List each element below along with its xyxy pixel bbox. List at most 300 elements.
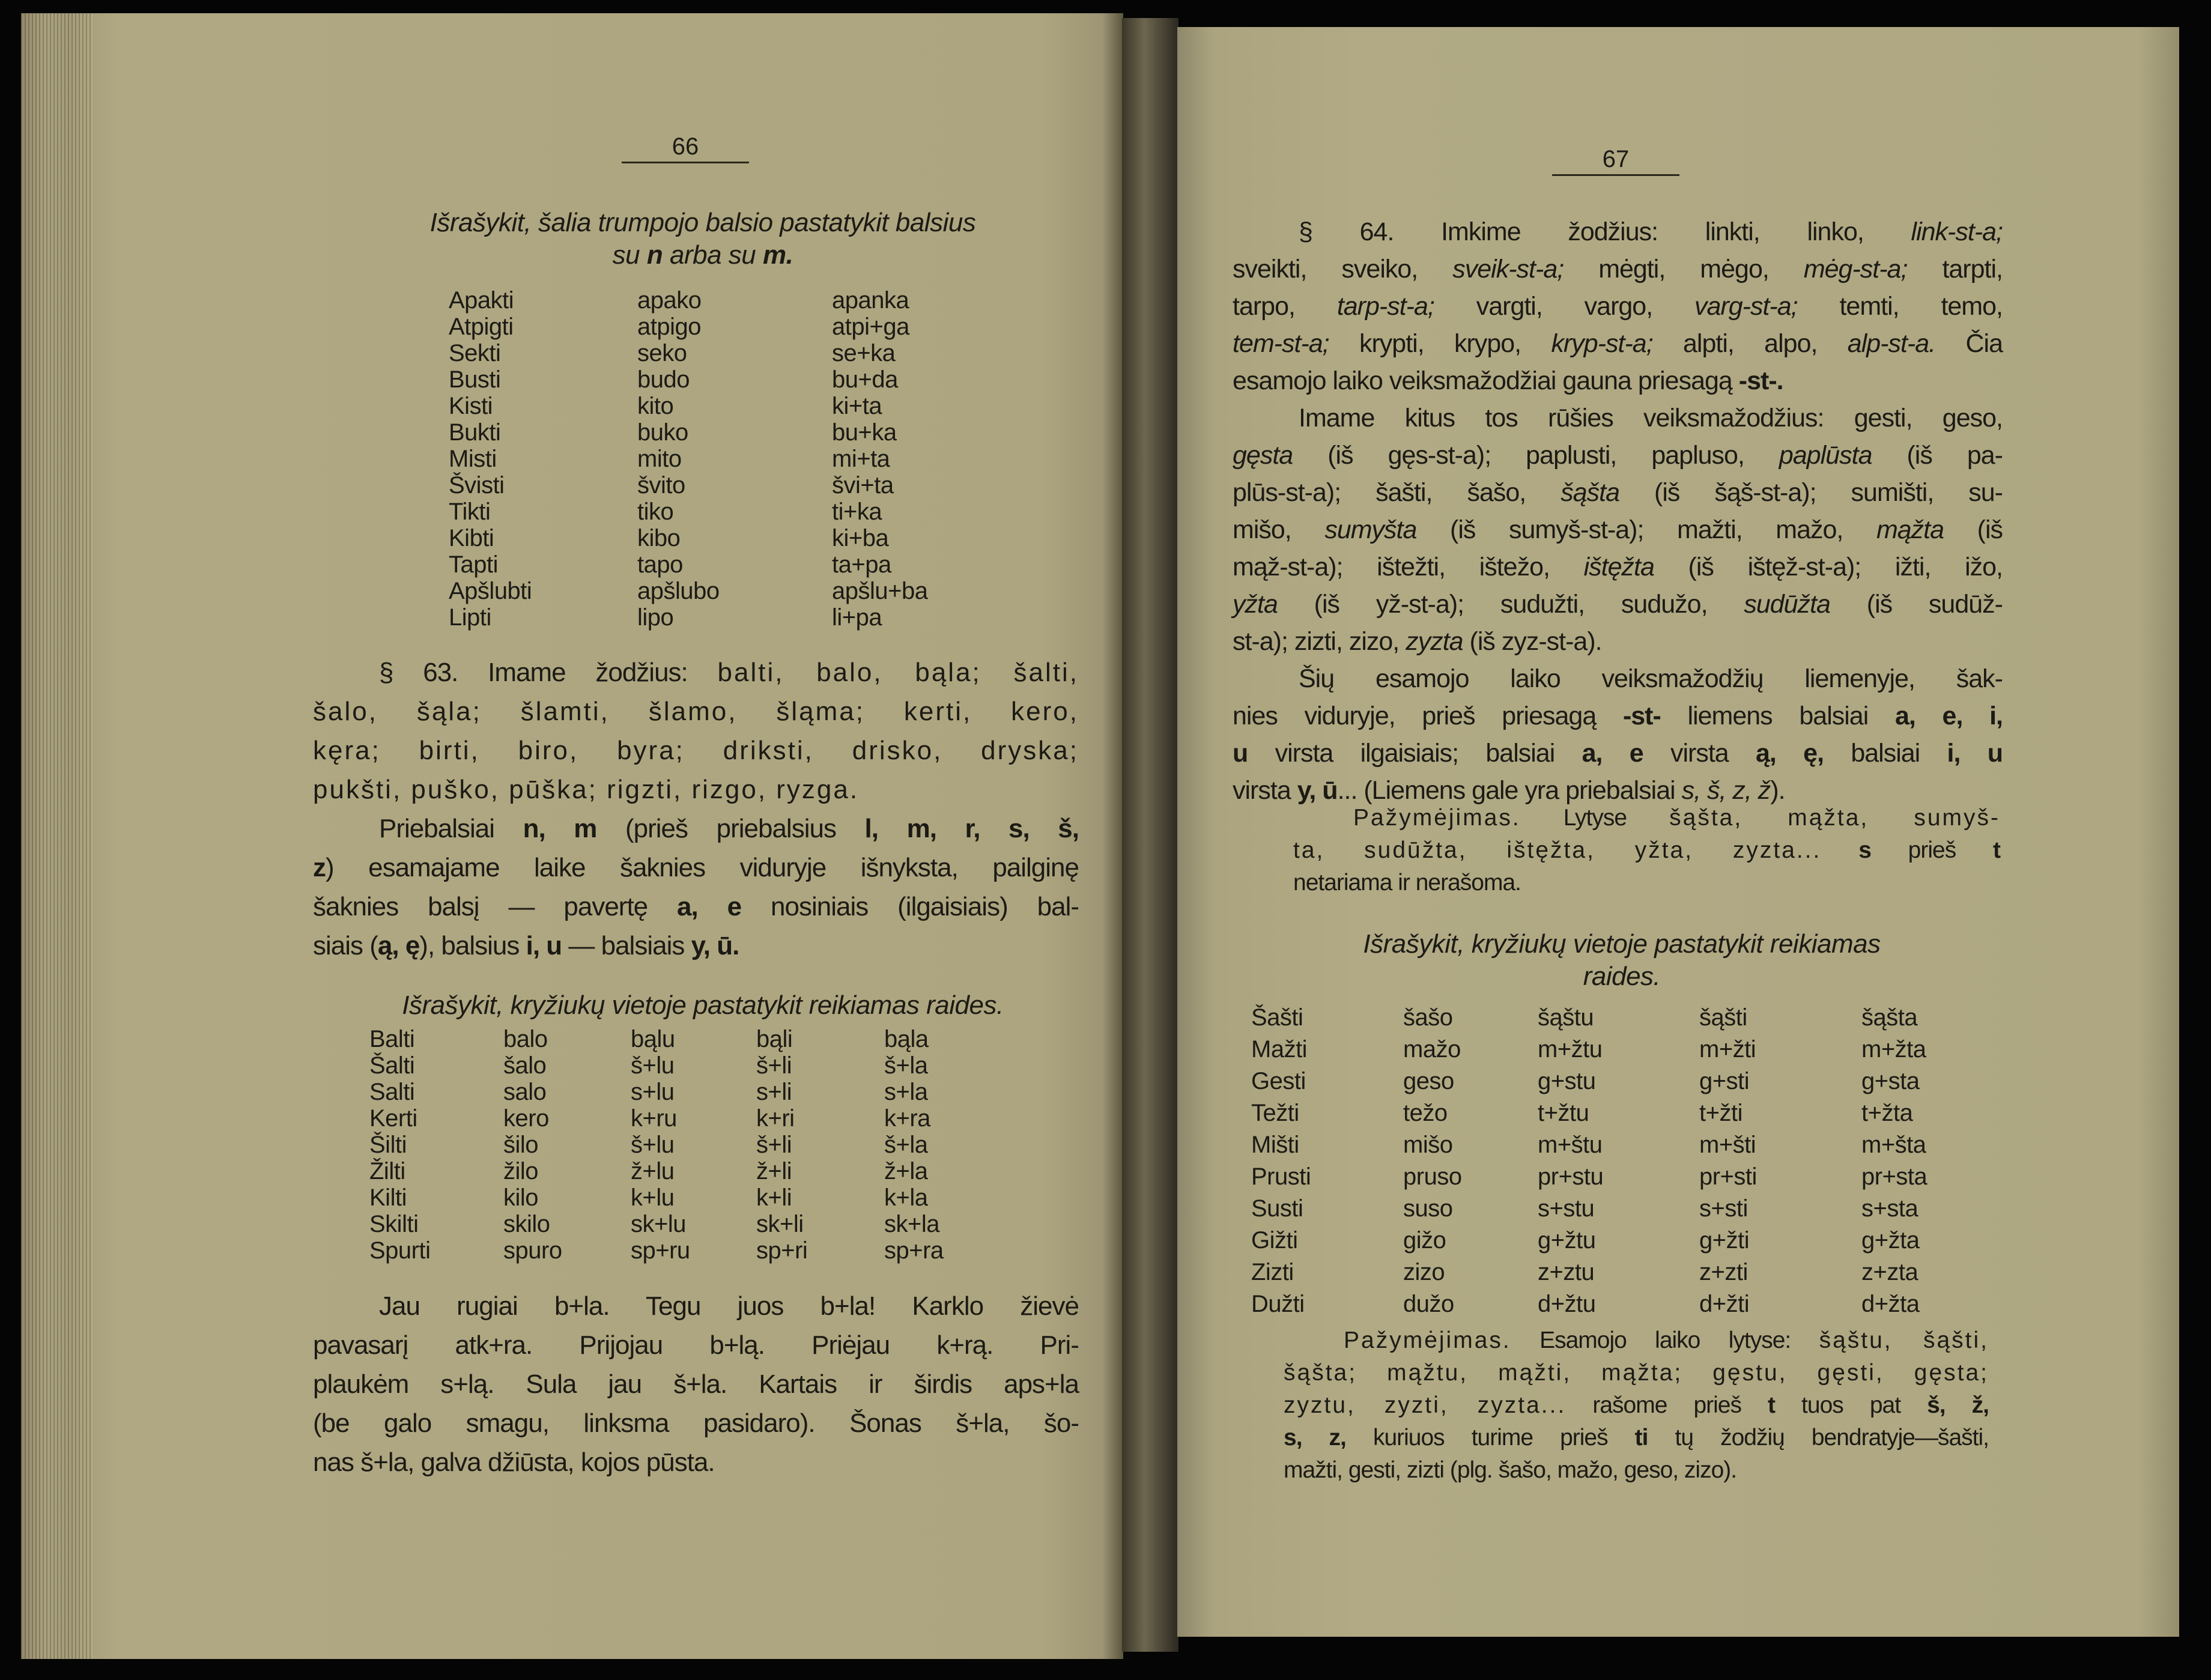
rule-paragraph	[313, 809, 1079, 965]
text-line	[1233, 437, 2003, 474]
text: nosiniais (ilgaisiais) bal-	[741, 892, 1079, 921]
table-cell: pr+sti	[1699, 1163, 1757, 1190]
table-cell: šalo	[503, 1052, 547, 1079]
text: (iš sumyš-st-a); mažti, mažo,	[1416, 515, 1876, 544]
italic-text: kryp-st-a;	[1551, 329, 1653, 358]
text-line	[1233, 399, 2003, 437]
italic-text: link-st-a;	[1911, 217, 2003, 246]
table-cell-infinitive: Težti	[1251, 1100, 1299, 1126]
bold-text: ti	[1634, 1425, 1648, 1451]
table-cell: sk+lu	[631, 1211, 686, 1237]
table-cell: švi+ta	[832, 472, 894, 499]
bold-text: s	[1858, 837, 1871, 863]
table-cell-infinitive: Salti	[369, 1079, 415, 1105]
italic-text: sudūžta	[1744, 590, 1830, 619]
table-cell: sp+ra	[884, 1237, 944, 1264]
table-cell: m+žtu	[1538, 1036, 1603, 1063]
table-cell: z+ztu	[1538, 1259, 1595, 1285]
table-cell: žilo	[503, 1158, 539, 1184]
table-cell: suso	[1403, 1195, 1453, 1222]
text: (iš gęs-st-a); paplusti, papluso,	[1293, 441, 1779, 470]
text: rašome prieš	[1566, 1392, 1768, 1418]
table-cell: š+la	[884, 1132, 928, 1158]
text: (prieš priebalsius	[596, 814, 865, 843]
table-cell: kibo	[637, 525, 681, 551]
bold-text: i, u	[526, 931, 562, 960]
text: Lytyse	[1520, 805, 1670, 831]
word-table	[449, 287, 1012, 631]
table-cell: g+žtu	[1538, 1227, 1596, 1254]
table-cell: se+ka	[832, 340, 896, 366]
italic-text: mėg-st-a;	[1803, 255, 1908, 284]
text: siais (	[313, 931, 378, 960]
table-cell: šašo	[1403, 1004, 1453, 1031]
table-cell: s+li	[756, 1079, 792, 1105]
text: nies viduryje, prieš priesagą	[1233, 702, 1623, 730]
text: mąž-st-a); ištežti, ištežo,	[1233, 553, 1584, 581]
italic-text: Išrašykit, kryžiukų vietoje pastatykit reikiamas raides.	[402, 990, 1004, 1020]
table-cell: atpigo	[637, 314, 701, 340]
table-cell: tiko	[637, 499, 674, 525]
table-cell-infinitive: Spurti	[369, 1237, 431, 1264]
text: mėgti, mėgo,	[1563, 255, 1804, 284]
text	[1821, 837, 1858, 863]
text: Imame kitus tos rūšies veiksmažodžius: gesti, geso,	[1299, 404, 2003, 432]
italic-text: Išrašykit, kryžiukų vietoje pastatykit reikiamas	[1363, 929, 1881, 959]
table-cell: kito	[637, 393, 674, 419]
table-cell: pruso	[1403, 1163, 1462, 1190]
table-cell: ti+ka	[832, 499, 882, 525]
bold-text: m.	[762, 240, 793, 270]
text-line	[1233, 474, 2003, 511]
text: (be galo smagu, linksma pasidaro). Šonas š+la, šo-	[313, 1409, 1079, 1438]
page-number: 67	[1552, 146, 1679, 176]
table-cell: ki+ba	[832, 525, 889, 551]
bold-text: y, ū	[1297, 776, 1338, 805]
text-line	[313, 770, 1079, 809]
italic-text: zyzta	[1406, 627, 1463, 656]
text: (iš šąš-st-a); sumišti, su-	[1619, 478, 2003, 507]
table-cell: sk+la	[884, 1211, 939, 1237]
section-64-paragraph	[1233, 213, 2003, 399]
table-cell: s+stu	[1538, 1195, 1595, 1222]
table-cell: šąšta	[1861, 1004, 1918, 1031]
bold-text: s, z,	[1284, 1425, 1346, 1451]
table-cell: ž+li	[756, 1158, 792, 1184]
table-cell: g+sti	[1699, 1068, 1750, 1094]
spaced-text: Pažymėjimas.	[1353, 805, 1521, 831]
italic-text: Išrašykit, šalia trumpojo balsio pastatykit balsius	[429, 208, 976, 237]
table-cell-infinitive: Mažti	[1251, 1036, 1308, 1063]
table-cell: t+žta	[1861, 1100, 1913, 1126]
word-table	[369, 1026, 1004, 1264]
text: alpti, alpo,	[1652, 329, 1848, 358]
table-cell: s+sti	[1699, 1195, 1748, 1222]
table-cell-infinitive: Tikti	[449, 499, 491, 525]
table-cell: ž+la	[884, 1158, 928, 1184]
table-cell: bąlu	[631, 1026, 675, 1052]
exercise-instruction	[357, 207, 1048, 271]
paragraph	[1233, 399, 2003, 660]
table-cell-infinitive: Šalti	[369, 1052, 415, 1079]
table-cell: š+li	[756, 1132, 792, 1158]
text: Šių esamojo laiko veiksmažodžių liemenyje, šak-	[1299, 664, 2003, 693]
text-line	[333, 989, 1072, 1022]
table-cell: m+žti	[1699, 1036, 1756, 1063]
table-cell-infinitive: Lipti	[449, 604, 491, 631]
bold-text: t	[1768, 1392, 1776, 1418]
table-cell-infinitive: Balti	[369, 1026, 415, 1052]
table-cell: s+la	[884, 1079, 928, 1105]
table-cell: pr+stu	[1538, 1163, 1604, 1190]
text-line	[313, 1404, 1079, 1443]
table-cell-infinitive: Atpigti	[449, 314, 514, 340]
table-cell: ž+lu	[631, 1158, 675, 1184]
table-cell-infinitive: Gesti	[1251, 1068, 1306, 1094]
table-cell: m+šti	[1699, 1132, 1756, 1158]
text: mišo,	[1233, 515, 1325, 544]
table-cell: m+štu	[1538, 1132, 1603, 1158]
table-cell: k+la	[884, 1184, 928, 1211]
text-line	[1233, 623, 2003, 660]
italic-text: yžta	[1233, 590, 1278, 619]
table-cell: g+žta	[1861, 1227, 1920, 1254]
text-line	[357, 239, 1048, 271]
paragraph	[1233, 660, 2003, 809]
table-cell: apako	[637, 287, 702, 314]
italic-text: mąžta	[1876, 515, 1944, 544]
word-table	[1251, 1002, 1994, 1320]
table-cell: m+žta	[1861, 1036, 1926, 1063]
table-cell: šilo	[503, 1132, 539, 1158]
text-line	[1261, 960, 1982, 993]
text: (iš ištęž-st-a); ižti, ižo,	[1654, 553, 2003, 581]
text-line	[1233, 511, 2003, 548]
table-cell-infinitive: Žilti	[369, 1158, 405, 1184]
table-cell: mišo	[1403, 1132, 1453, 1158]
italic-text: ištęžta	[1583, 553, 1654, 581]
text: tų žodžių bendratyje—šašti,	[1648, 1425, 1989, 1451]
text: ), balsius	[419, 931, 526, 960]
bold-text: š, ž,	[1927, 1392, 1989, 1418]
italic-text: paplūsta	[1779, 441, 1872, 470]
table-cell-infinitive: Tapti	[449, 551, 498, 578]
table-cell: seko	[637, 340, 687, 366]
table-cell-infinitive: Šilti	[369, 1132, 407, 1158]
text-line	[1233, 660, 2003, 697]
text-line	[1233, 735, 2003, 772]
page-number: 66	[622, 133, 749, 163]
text-line	[313, 926, 1079, 965]
table-cell: apšlu+ba	[832, 578, 928, 604]
table-cell: g+sta	[1861, 1068, 1920, 1094]
text: plaukėm s+lą. Sula jau š+la. Kartais ir širdis aps+la	[313, 1369, 1079, 1399]
bold-text: ą, ę	[377, 931, 420, 960]
table-cell-infinitive: Bukti	[449, 419, 501, 446]
table-cell: atpi+ga	[832, 314, 909, 340]
text: liemens balsiai	[1660, 702, 1895, 730]
table-cell: bąli	[756, 1026, 793, 1052]
text-line	[1233, 362, 2003, 399]
text: balsiai	[1824, 739, 1947, 768]
table-cell-infinitive: Šašti	[1251, 1004, 1303, 1031]
exercise-instruction	[1261, 928, 1982, 993]
table-cell: s+lu	[631, 1079, 675, 1105]
text-line	[1284, 1324, 1989, 1357]
note-pazymejimas	[1284, 1324, 1989, 1487]
table-cell-infinitive: Apakti	[449, 287, 514, 314]
italic-text: gęsta	[1233, 441, 1293, 470]
table-cell: z+zta	[1861, 1259, 1918, 1285]
text: (iš zyz-st-a).	[1463, 627, 1602, 656]
table-cell: k+ru	[631, 1105, 677, 1132]
text-line	[1233, 548, 2003, 586]
table-cell: t+žtu	[1538, 1100, 1589, 1126]
italic-text: sveik-st-a;	[1452, 255, 1564, 284]
table-cell: kero	[503, 1105, 549, 1132]
table-cell: bąla	[884, 1026, 929, 1052]
text: mažti, gesti, zizti (plg. šašo, mažo, geso, zizo).	[1284, 1457, 1737, 1483]
text: šaknies balsį — pavertę	[313, 892, 678, 921]
table-cell: mažo	[1403, 1036, 1461, 1063]
table-cell: skilo	[503, 1211, 550, 1237]
table-cell-infinitive: Busti	[449, 366, 501, 393]
text-line	[313, 848, 1079, 887]
bold-text: a, e	[677, 892, 742, 921]
italic-text: tarp-st-a;	[1336, 292, 1434, 321]
right-page	[1177, 27, 2179, 1637]
text-line	[1284, 1389, 1989, 1422]
text: st-a); zizti, zizo,	[1233, 627, 1406, 656]
text: ... (Liemens gale yra priebalsiai	[1337, 776, 1682, 805]
text: virsta	[1643, 739, 1756, 768]
table-cell: balo	[503, 1026, 548, 1052]
table-cell: spuro	[503, 1237, 562, 1264]
text: temti, temo,	[1797, 292, 2003, 321]
text-line	[313, 692, 1079, 731]
bold-text: n, m	[523, 814, 597, 843]
bold-text: a, e	[1582, 739, 1643, 768]
text: (iš yž-st-a); sudužti, sudužo,	[1277, 590, 1744, 619]
table-cell-infinitive: Zizti	[1251, 1259, 1294, 1285]
table-cell: ki+ta	[832, 393, 882, 419]
table-cell-infinitive: Skilti	[369, 1211, 419, 1237]
table-cell: apanka	[832, 287, 909, 314]
table-cell: z+zti	[1699, 1259, 1748, 1285]
page-stack-edge	[21, 13, 93, 1659]
text: netariama ir nerašoma.	[1293, 870, 1521, 896]
text: nas š+la, galva džiūsta, kojos pūsta.	[313, 1448, 715, 1477]
text-line	[313, 887, 1079, 926]
text: esamojo laiko veiksmažodžiai gauna priesagą	[1233, 366, 1739, 395]
table-cell: budo	[637, 366, 690, 393]
text: prieš	[1870, 837, 1993, 863]
text-line	[1233, 325, 2003, 362]
text: vargti, vargo,	[1434, 292, 1695, 321]
table-cell: mito	[637, 446, 682, 472]
table-cell: d+žta	[1861, 1291, 1920, 1317]
text: § 64. Imkime žodžius: linkti, linko,	[1299, 217, 1911, 246]
table-cell: d+žtu	[1538, 1291, 1596, 1317]
table-cell: ta+pa	[832, 551, 891, 578]
spaced-text: ta, sudūžta, ištęžta, yžta, zyzta...	[1293, 837, 1822, 863]
table-cell: salo	[503, 1079, 547, 1105]
table-cell-infinitive: Dužti	[1251, 1291, 1305, 1317]
exercise-sentences	[313, 1287, 1079, 1482]
text: ).	[1770, 776, 1785, 805]
table-cell: kilo	[503, 1184, 539, 1211]
table-cell-infinitive: Švisti	[449, 472, 505, 499]
spaced-text: kęra; birti, biro, byra; driksti, drisko, dryska;	[313, 736, 1079, 765]
table-cell-infinitive: Mišti	[1251, 1132, 1299, 1158]
table-cell: švito	[637, 472, 685, 499]
table-cell: sp+ru	[631, 1237, 690, 1264]
text: § 63. Imame žodžius:	[379, 658, 718, 687]
text: kuriuos turime prieš	[1345, 1425, 1635, 1451]
bold-text: a, e, i,	[1894, 702, 2003, 730]
text: tarpti,	[1907, 255, 2003, 284]
text: krypti, krypo,	[1329, 329, 1551, 358]
table-cell: k+ri	[756, 1105, 795, 1132]
italic-text: tem-st-a;	[1233, 329, 1329, 358]
text: virsta ilgaisiais; balsiai	[1248, 739, 1582, 768]
exercise-instruction	[333, 989, 1072, 1022]
italic-text: šąšta	[1560, 478, 1620, 507]
section-63-paragraph	[313, 653, 1079, 809]
table-cell-infinitive: Susti	[1251, 1195, 1303, 1222]
text-line	[1233, 288, 2003, 325]
table-cell: apšlubo	[637, 578, 720, 604]
text-line	[1233, 250, 2003, 288]
italic-text: arba su	[663, 240, 763, 270]
table-cell: gižo	[1403, 1227, 1446, 1254]
text-line	[1293, 802, 2000, 834]
text: Jau rugiai b+la. Tegu juos b+la! Karklo žievė	[379, 1291, 1079, 1321]
table-cell: šąštu	[1538, 1004, 1594, 1031]
text: Esamojo laiko lytyse:	[1511, 1327, 1819, 1353]
table-cell-infinitive: Gižti	[1251, 1227, 1298, 1254]
table-cell-infinitive: Kisti	[449, 393, 493, 419]
bold-text: u	[1233, 739, 1248, 768]
bold-text: l, m, r, s, š,	[864, 814, 1079, 843]
table-cell-infinitive: Prusti	[1251, 1163, 1311, 1190]
text: Čia	[1935, 329, 2003, 358]
table-cell: pr+sta	[1861, 1163, 1927, 1190]
book-gutter	[1122, 18, 1178, 1652]
text-line	[313, 653, 1079, 692]
spaced-text: balti, balo, bąla; šalti,	[717, 658, 1079, 687]
table-cell: buko	[637, 419, 688, 446]
text-line	[313, 1365, 1079, 1404]
text: Priebalsiai	[379, 814, 523, 843]
table-cell: tapo	[637, 551, 683, 578]
table-cell: k+lu	[631, 1184, 675, 1211]
spaced-text: zyztu, zyzti, zyzta...	[1284, 1392, 1567, 1418]
text-line	[313, 1326, 1079, 1365]
table-cell: mi+ta	[832, 446, 890, 472]
spaced-text: pukšti, puško, pūška; rigzti, rizgo, ryzga.	[313, 775, 860, 804]
text: (iš	[1944, 515, 2003, 544]
spaced-text: šalo, šąla; šlamti, šlamo, šląma; kerti, kero,	[313, 697, 1079, 726]
table-cell: zizo	[1403, 1259, 1445, 1285]
table-cell: sk+li	[756, 1211, 804, 1237]
text-line	[1284, 1454, 1989, 1487]
table-cell-infinitive: Kilti	[369, 1184, 407, 1211]
text-line	[1284, 1357, 1989, 1389]
table-cell: š+lu	[631, 1052, 675, 1079]
bold-text: z	[313, 853, 326, 882]
bold-text: t	[1993, 837, 2000, 863]
left-page	[21, 13, 1123, 1659]
text-line	[1233, 586, 2003, 623]
text-line	[1233, 697, 2003, 735]
bold-text: n	[646, 240, 663, 270]
italic-text: raides.	[1583, 962, 1661, 991]
text: plūs-st-a); šašti, šašo,	[1233, 478, 1561, 507]
table-cell: težo	[1403, 1100, 1448, 1126]
bold-text: -st-	[1622, 702, 1661, 730]
spaced-text: Pažymėjimas.	[1344, 1327, 1511, 1353]
spaced-text: šąšta; mąžtu, mąžti, mąžta; gęstu, gęsti, gęsta;	[1284, 1360, 1989, 1386]
table-cell: m+šta	[1861, 1132, 1926, 1158]
text: tarpo,	[1233, 292, 1337, 321]
spaced-text: šąšta, mąžta, sumyš-	[1669, 805, 2000, 831]
text: (iš pa-	[1872, 441, 2003, 470]
text-line	[313, 809, 1079, 848]
table-cell: dužo	[1403, 1291, 1454, 1317]
table-cell: s+sta	[1861, 1195, 1918, 1222]
text: tuos pat	[1775, 1392, 1927, 1418]
text: — balsiais	[562, 931, 691, 960]
table-cell: bu+da	[832, 366, 898, 393]
table-cell-infinitive: Kerti	[369, 1105, 417, 1132]
text-line	[1293, 867, 2000, 899]
text: pavasarį atk+ra. Prijojau b+lą. Priėjau k+rą. Pri-	[313, 1330, 1079, 1360]
table-cell: geso	[1403, 1068, 1454, 1094]
table-cell: t+žti	[1699, 1100, 1742, 1126]
italic-text: s, š, z, ž	[1681, 776, 1771, 805]
italic-text: alp-st-a.	[1847, 329, 1936, 358]
bold-text: -st-.	[1738, 366, 1783, 395]
spaced-text: šąštu, šąšti,	[1819, 1327, 1989, 1353]
text: ) esamajame laike šaknies viduryje išnyksta, pailginę	[326, 853, 1079, 882]
table-cell: š+lu	[631, 1132, 675, 1158]
table-cell: d+žti	[1699, 1291, 1750, 1317]
table-cell: g+žti	[1699, 1227, 1750, 1254]
italic-text: su	[612, 240, 647, 270]
table-cell: li+pa	[832, 604, 882, 631]
table-cell-infinitive: Kibti	[449, 525, 494, 551]
text-line	[1293, 834, 2000, 867]
bold-text: i, u	[1947, 739, 2003, 768]
table-cell: k+li	[756, 1184, 792, 1211]
table-cell: š+la	[884, 1052, 928, 1079]
table-cell-infinitive: Misti	[449, 446, 497, 472]
text: virsta	[1233, 776, 1297, 805]
table-cell: lipo	[637, 604, 674, 631]
bold-text: ą, ę,	[1756, 739, 1824, 768]
text: (iš sudūž-	[1830, 590, 2003, 619]
italic-text: sumyšta	[1324, 515, 1417, 544]
italic-text: varg-st-a;	[1694, 292, 1798, 321]
table-cell-infinitive: Sekti	[449, 340, 501, 366]
text-line	[313, 1443, 1079, 1482]
table-cell: sp+ri	[756, 1237, 808, 1264]
table-cell: š+li	[756, 1052, 792, 1079]
text-line	[357, 207, 1048, 239]
table-cell: bu+ka	[832, 419, 897, 446]
text-line	[1233, 213, 2003, 250]
